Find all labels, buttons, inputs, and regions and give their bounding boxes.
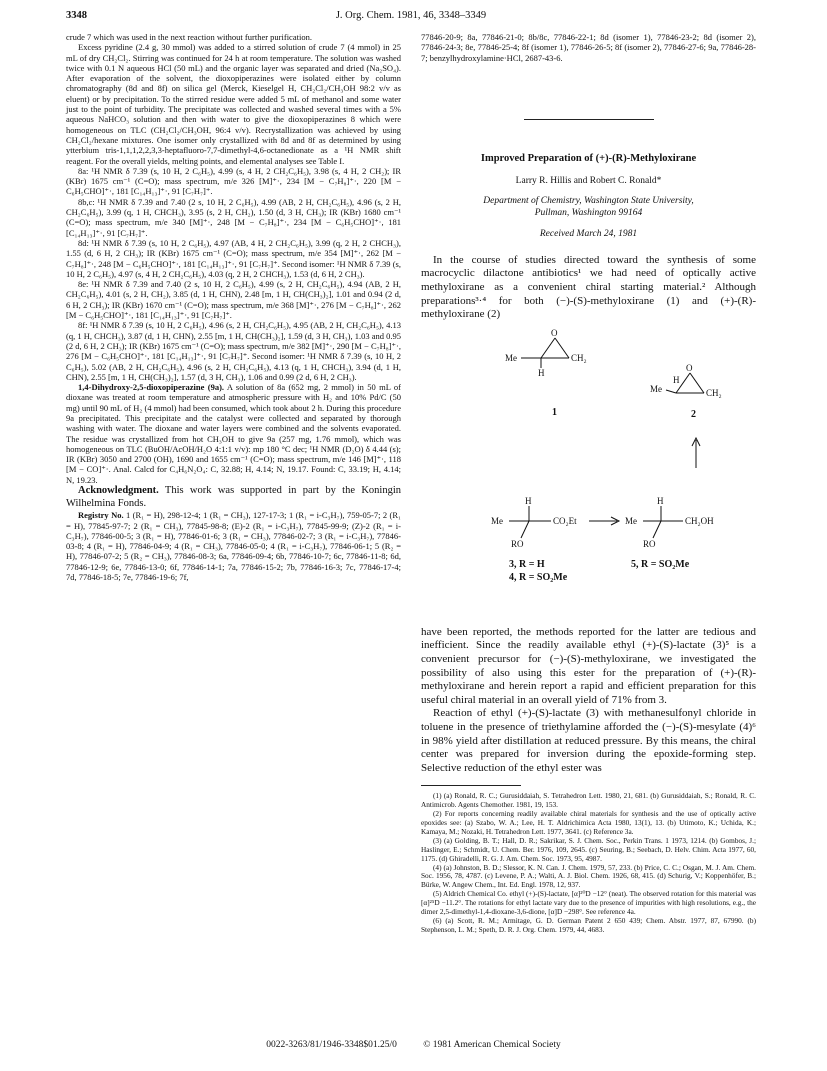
page-header — [66, 10, 756, 26]
journal-citation: J. Org. Chem. 1981, 46, 3348–3349 — [335, 10, 487, 21]
compound-2-bonds — [666, 373, 704, 393]
compound-5-bonds — [643, 506, 683, 538]
methylene-label: CH₂ — [571, 352, 587, 363]
registry-continued: 77846-20-9; 8a, 77846-21-0; 8b/8c, 77846-22-1; 8d (isomer 1), 77846-23-2; 8d (isomer 2), 77846-24-3; 8e, 77846-25-4; 8f (isomer 1), 77846-26-5; 8f (isomer 2), 77846-27-6; 9a, 77846-28-7; benzylhydroxylamine·HCl, 2687-43-6. — [421, 32, 756, 63]
methyl-label: Me — [491, 515, 503, 526]
section-divider — [524, 119, 654, 120]
compound-5-label: 5, R = SO₂Me — [631, 558, 690, 570]
alkoxy-label: RO — [643, 538, 656, 549]
compound-8e-data: 8e: ¹H NMR δ 7.39 and 7.40 (2 s, 10 H, 2 C₆H₅), 4.99 (s, 2 H, CH₂C₆H₅), 4.94 (AB, 2 H, CH₂C₆H₅), 4.01 (s, 2 H, CH₂), 3.85 (d, 1 H, CHN), 2.48 [m, 1 H, CH(CH₃)₂], 1.01 and 0.94 (2 d, 6 H, 2 CH₃); IR (KBr) 1670 cm⁻¹ (C=O); mass spectrum, m/e 368 [M]⁺·, 276 [M − C₇H₈]⁺·, 262 [M − C₆H₅CHO]⁺·, 181 [C₁₄H₁₃]⁺·, 91 [C₇H₇]⁺. — [66, 279, 401, 321]
reaction-arrow-right — [589, 517, 619, 525]
ack-text: This work was supported in part by the Koningin Wilhelmina Fonds. — [66, 485, 401, 509]
compound-8d-data: 8d: ¹H NMR δ 7.39 (s, 10 H, 2 C₆H₅), 4.97 (AB, 4 H, 2 CH₂C₆H₅), 3.99 (q, 2 H, 2 CHCH₃), 1.55 (d, 6 H, 2 CH₃); IR (KBr) 1675 cm⁻¹ (C=O); mass spectrum, m/e 354 [M]⁺·, 262 [M − C₇H₈]⁺·, 248 [M − C₆H₅CHO]⁺·, 181 [C₁₄H₁₃]⁺·, 91 [C₇H₇]⁺. Second isomer: ¹H NMR δ 7.39 (s, 10 H, 2 C₆H₅), 4.97 (s, 4 H, 2 CH₂C₆H₅), 4.03 (q, 2 H, 2 CHCH₃), 1.53 (d, 6 H, 2 CH₃). — [66, 237, 401, 279]
oxygen-label: O — [686, 362, 693, 373]
reaction-arrow-up — [692, 438, 700, 468]
registry-heading: Registry No. — [78, 510, 124, 521]
hydrogen-label: H — [657, 495, 664, 506]
compound-1-bonds — [521, 338, 569, 368]
paragraph-text: A solution of 8a (652 mg, 2 mmol) in 50 mL of dioxane was treated at room temperature and atmospheric pressure with H₂ and 10% Pd/C (50 mg) until 90 mL of H₂ (4 mmol) had been consumed, which took about 2 h. During this procedure 9a precipitated. This precipitate and the catalyst were collected and separated by thorough washing with water. The dioxane and water layers were combined and the solvents evaporated. The residue was crystallized from hot CH₃OH to give 9a (257 mg, 1.76 mmol), which was homogeneous on TLC (BuOH/AcOH/H₂O 4:1:1 v/v): mp 180 °C dec; ¹H NMR (D₂O) δ 4.44 (s); IR (KBr) 3050 and 2700 (OH), 1690 and 1655 cm⁻¹ (C=O); mass spectrum, m/e 146 [M]⁺·, 118 [M − CO]⁺·. Anal. Calcd for C₄H₆N₂O₄: C, 32.88; H, 4.14; N, 19.17. Found: C, 33.19; H, 4.14; N, 19.23. — [66, 382, 402, 485]
compound-2-label: 2 — [691, 408, 696, 420]
compound-9a-paragraph — [66, 382, 401, 485]
body-paragraph: have been reported, the methods reported for the latter are tedious and inefficient. Since the readily available ethyl (+)-(S)-lactate (3)⁵ is a convenient precursor for (−)-(S)-methyloxirane, we investigated the possibility of also using this ester for the preparation of (+)-(R)-methyloxirane and herein report a rapid and efficient preparation for this useful chiral material in an overall yield of 71% from 3. — [421, 625, 756, 706]
paragraph: crude 7 which was used in the next reaction without further purification. — [66, 32, 312, 42]
footnote-divider — [421, 785, 521, 786]
hydrogen-label: H — [538, 367, 545, 378]
left-column — [66, 32, 401, 582]
right-column — [421, 32, 756, 935]
compound-8a-data: 8a: ¹H NMR δ 7.39 (s, 10 H, 2 C₆H₅), 4.99 (s, 4 H, 2 CH₂C₆H₅), 3.98 (s, 4 H, 2 CH₂); IR (KBr) 1675 cm⁻¹ (C=O); mass spectrum, m/e 326 [M]⁺·, 234 [M − C₇H₈]⁺·, 220 [M − C₆H₅CHO]⁺·, 181 [C₁₄H₁₃]⁺·, 91 [C₇H₇]⁺. — [66, 165, 401, 197]
section-heading: 1,4-Dihydroxy-2,5-dioxopiperazine (9a). — [78, 382, 225, 393]
article-title: Improved Preparation of (+)-(R)-Methyloxirane — [480, 152, 697, 164]
hydrogen-label: H — [525, 495, 532, 506]
footnote: (1) (a) Ronald, R. C.; Gurusiddaiah, S. Tetrahedron Lett. 1980, 21, 681. (b) Gurusiddaiah, S.; Ronald, R. C. Antimicrob. Agents Chemother. 1981, 19, 153. — [421, 791, 756, 810]
hydroxymethyl-label: CH₂OH — [685, 515, 714, 526]
page-footer — [0, 1040, 827, 1050]
ester-group-label: CO₂Et — [553, 515, 577, 526]
alkoxy-label: RO — [511, 538, 524, 549]
affiliation-line: Pullman, Washington 99164 — [534, 207, 643, 218]
paragraph: Excess pyridine (2.4 g, 30 mmol) was added to a stirred solution of crude 7 (4 mmol) in 25 mL of dry CH₂Cl₂. Stirring was continued for 24 h at room temperature. The solution was washed twice with 0.1 N aqueous HCl (50 mL) and the organic layer was separated and dried (Na₂SO₄). After evaporation of the solvent, the dioxopiperazines were isolated either by column chromatography (8d and 8f) on silica gel (Merck, Kieselgel H, CH₂Cl₂/CH₃OH 98:2 v/v as eluent) or by precipitation. To the stirred residue were added 5 mL of methanol and some water just to the point of turbidity. The precipitate was collected and washed several times with a 5% aqueous NaHCO₃ solution and then with water to give the dioxopiperazines 8 which were homogeneous on TLC (CH₂Cl₂/CH₃OH, 96:4 v/v). Recrystallization was achieved by using CH₂Cl₂/hexane mixtures. One isomer only crystallized with 8d and 8f as determined by using ytterbium tris-1,1,1,2,2,3,3-heptafluoro-7,7-dimethyl-4,6-octanedionate as a ¹H NMR shift reagent. For the overall yields, melting points, and elemental analyses see Table I. — [66, 42, 401, 166]
hydrogen-label: H — [673, 374, 680, 385]
copyright: © 1981 American Chemical Society — [423, 1040, 561, 1050]
structure-drawing — [421, 328, 756, 618]
oxygen-label: O — [551, 327, 558, 338]
compound-3-bonds — [509, 506, 551, 538]
compound-4-label: 4, R = SO₂Me — [509, 571, 568, 583]
compound-1-label: 1 — [552, 406, 557, 418]
footnote: (4) (a) Johnston, B. D.; Slessor, K. N. Can. J. Chem. 1979, 57, 233. (b) Price, C. C.; Osgan, M. J. Am. Chem. Soc. 1956, 78, 4787. (c) Levene, P. A.; Walti, A. J. Biol. Chem. 1926, 68, 415. (d) Schurig, V.; Koppenhöfer, B.; Bürke, W. Angew Chem., Int. Ed. Engl. 1978, 12, 937. — [421, 862, 756, 890]
methyl-label: Me — [650, 383, 662, 394]
footnotes — [421, 792, 756, 935]
registry-text: 1 (R₁ = H), 298-12-4; 1 (R₁ = CH₃), 127-17-3; 1 (R₁ = i-C₃H₇), 759-05-7; 2 (R₁ = H), 77845-97-7; 2 (R₁ = CH₃), 77845-98-8; (E)-2 (R₁ = i-C₃H₇), 77845-99-9; (Z)-2 (R₁ = i-C₃H₇), 77846-00-5; 3 (R₁ = H), 77846-01-6; 3 (R₁ = CH₃), 77846-02-7; 3 (R₁ = i-C₃H₇), 77846-03-8; 4 (R₁ = H), 77846-04-9; 4 (R₁ = CH₃), 77846-05-0; 4 (R₁ = i-C₃H₇), 77846-06-1; 5 (R₂ = H), 77846-07-2; 5 (R₂ = CH₃), 77846-08-3; 6a, 77846-09-4; 6b, 77846-10-7; 6c, 77846-11-8; 6d, 77846-12-9; 6e, 77846-13-0; 6f, 77846-14-1; 7a, 77846-15-2; 7b, 77846-16-3; 7c, 77846-17-4; 7d, 77846-18-5; 7e, 77846-19-6; 7f, — [66, 510, 401, 583]
footnote: (3) (a) Golding, B. T.; Hall, D. R.; Sakrikar, S. J. Chem. Soc., Perkin Trans. 1 1973, 1214. (b) Gombos, J.; Haslinger, E.; Schmidt, U. Chem. Ber. 1976, 109, 2645. (c) Seuring, B.; Seebach, D. Helv. Chim. Acta 1977, 60, 1175. (d) Ghiradelli, R. G. J. Am. Chem. Soc. 1973, 95, 4987. — [421, 835, 756, 863]
registry-numbers — [66, 510, 401, 582]
authors: Larry R. Hillis and Robert C. Ronald* — [515, 176, 662, 187]
methyl-label: Me — [625, 515, 637, 526]
methylene-label: CH₂ — [706, 387, 722, 398]
intro-paragraph: In the course of studies directed toward the synthesis of some macrocyclic dilactone antibiotics¹ we had need of optically active methyloxirane as a convenient chiral starting material.² Although preparations³·⁴ for both (−)-(S)-methyloxirane (1) and (+)-(R)-methyloxirane (2) — [421, 253, 756, 321]
affiliation-line: Department of Chemistry, Washington State University, — [483, 196, 694, 207]
compound-3-label: 3, R = H — [509, 558, 545, 570]
chemical-structures-figure — [421, 328, 756, 618]
compound-8f-data: 8f: ¹H NMR δ 7.39 (s, 10 H, 2 C₆H₅), 4.96 (s, 2 H, CH₂C₆H₅), 4.95 (AB, 2 H, CH₂C₆H₅), 4.13 (q, 1 H, CHCH₃), 3.87 (d, 1 H, CHN), 2.55 [m, 1 H, CH(CH₃)₂], 1.59 (d, 3 H, CH₃), 1.03 and 0.95 (2 d, 6 H, 2 CH₃); IR (KBr) 1675 cm⁻¹ (C=O); mass spectrum, m/e 382 [M]⁺·, 290 [M − C₇H₈]⁺·, 276 [M − C₆H₅CHO]⁺·, 181 [C₁₄H₁₃]⁺·, 91 [C₇H₇]⁺. Second isomer: ¹H NMR δ 7.39 (s, 10 H, 2 C₆H₅), 5.02 (AB, 2 H, CH₂C₆H₅), 4.96 (s, 2 H, CH₂C₆H₅), 4.13 (q, 1 H, CHCH₃), 3.94 (d, 1 H, CHN), 2.55 [m, 1 H, CH(CH₃)₂], 1.57 (d, 3 H, CH₃), 1.06 and 0.99 (2 d, 6 H, 2 CH₃). — [66, 320, 401, 382]
methyl-label: Me — [505, 352, 517, 363]
compound-8bc-data: 8b,c: ¹H NMR δ 7.39 and 7.40 (2 s, 10 H, 2 C₆H₅), 4.99 (AB, 2 H, CH₂C₆H₅), 4.96 (s, 2 H, CH₂C₆H₅), 3.99 (q, 1 H, CHCH₃), 3.95 (s, 2 H, CH₂), 1.50 (d, 3 H, CH₃); IR (KBr) 1680 cm⁻¹ (C=O); mass spectrum, m/e 340 [M]⁺·, 248 [M − C₇H₈]⁺·, 234 [M − C₆H₅CHO]⁺·, 181 [C₁₄H₁₃]⁺·, 91 [C₇H₇]⁺. — [66, 196, 401, 238]
ack-heading: Acknowledgment. — [78, 485, 159, 497]
footnote: (5) Aldrich Chemical Co. ethyl (+)-(S)-lactate, [α]²⁰D −12° (neat). The observed rotation for this material was [α]²⁵D −11.2°. The rotations for ethyl lactate vary due to the presence of impurities with high resolutions, e.g., the dimer 2,5-dimethyl-1,4-dioxane-3,6-dione, [α]D −298°. See reference 4a. — [421, 889, 756, 917]
footnote: (6) (a) Scott, R. M.; Armitage, G. D. German Patent 2 650 439; Chem. Abstr. 1977, 87, 67990. (b) Stephenson, L. M.; Speth, D. R. J. Org. Chem. 1979, 44, 4683. — [421, 915, 756, 934]
acknowledgment — [66, 485, 401, 510]
footnote: (2) For reports concerning readily available chiral materials for synthesis and the use of optically active epoxides see: (a) Szabo, W. A.; Lee, H. T. Aldrichimica Acta 1980, 13(1), 13. (b) Utimoto, K.; Uchida, K.; Kamaya, M.; Nozaki, H. Tetrahedron Lett. 1977, 3641. (c) Reference 3a. — [421, 809, 756, 836]
received-date: Received March 24, 1981 — [539, 229, 638, 240]
affiliation — [421, 196, 756, 219]
page-number: 3348 — [66, 10, 87, 21]
body-paragraph: Reaction of ethyl (+)-(S)-lactate (3) with methanesulfonyl chloride in toluene in the presence of triethylamine afforded the (−)-(S)-mesylate (4)⁶ in 98% yield after distillation at reduced pressure. By this means, the chiral center was prepared for inversion during the epoxide-forming step. Selective reduction of the ethyl ester was — [421, 707, 756, 774]
article-code: 0022-3263/81/1946-3348$01.25/0 — [266, 1040, 397, 1050]
